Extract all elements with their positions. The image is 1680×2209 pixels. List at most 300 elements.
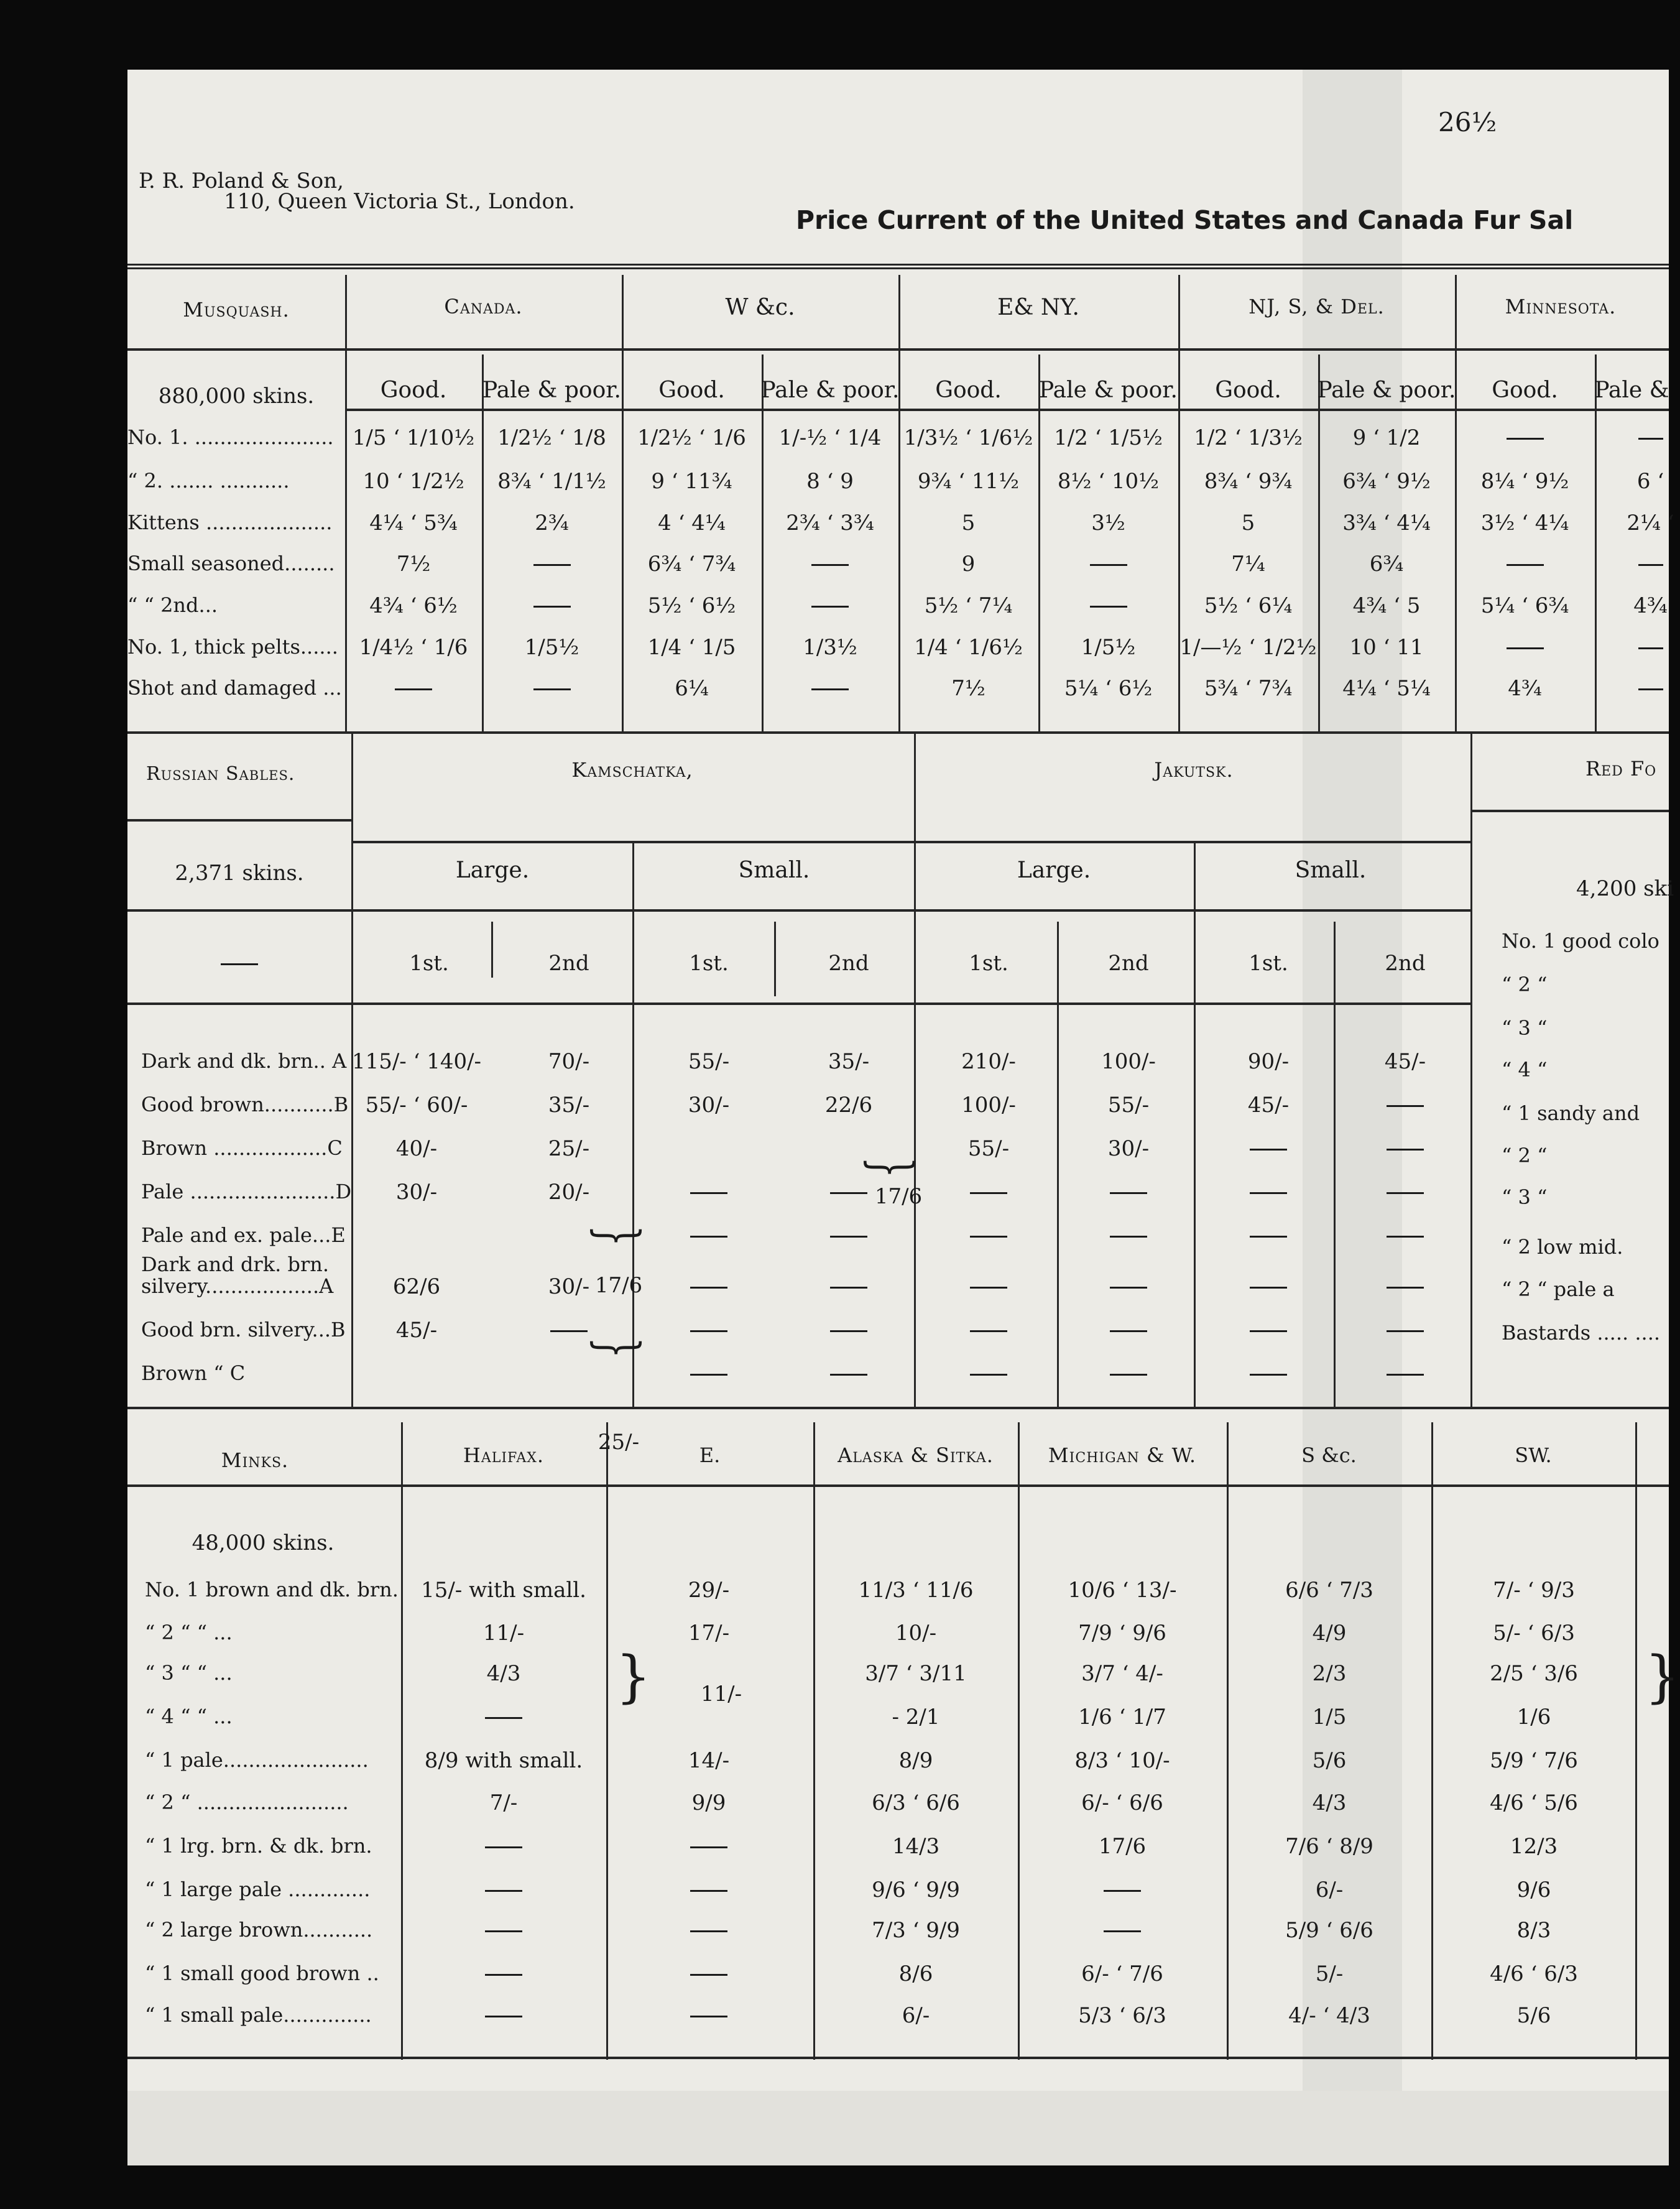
price-cell: 5½ ‘ 7¼ [924, 593, 1013, 618]
row-label: Bastards ..... .... [1502, 1321, 1661, 1345]
dash-mark [485, 2016, 522, 2017]
price-cell: 70/- [548, 1049, 590, 1074]
price-cell: 7½ [396, 552, 431, 577]
dash-mark [690, 1236, 727, 1238]
grade-heading: Pale & poor. [760, 377, 900, 403]
row-label: Pale .......................D [141, 1180, 352, 1203]
price-cell: 6 ‘ [1636, 469, 1664, 494]
price-cell: 22/6 [824, 1093, 873, 1118]
price-cell: 5¼ ‘ 6¾ [1480, 593, 1569, 618]
column-rule [898, 275, 900, 731]
minks-heading: Minks. [221, 1448, 289, 1472]
price-cell: 4/6 ‘ 5/6 [1490, 1790, 1578, 1815]
grade-heading: 2nd [828, 951, 869, 976]
price-cell: 35/- [548, 1093, 590, 1118]
header-rule [127, 819, 351, 822]
grade-heading: 1st. [1248, 951, 1288, 976]
price-cell: 29/- [688, 1578, 730, 1603]
price-cell: 30/- [688, 1093, 730, 1118]
price-cell: 2/5 ‘ 3/6 [1490, 1661, 1578, 1686]
price-cell: 30/- [1107, 1136, 1150, 1161]
dash-mark [1110, 1330, 1147, 1332]
price-cell: 6/- [902, 2003, 930, 2028]
dash-mark [485, 1930, 522, 1932]
row-label: Brown “ C [141, 1361, 246, 1385]
row-label: “ 1 large pale ............. [145, 1878, 371, 1901]
header-rule [401, 1484, 1669, 1487]
price-cell: 7/- [489, 1790, 518, 1815]
price-cell: 14/- [688, 1748, 730, 1773]
price-cell: 4¾ ‘ 6½ [369, 593, 458, 618]
row-label: No. 1, thick pelts...... [127, 635, 338, 659]
price-cell: 1/5 ‘ 1/10½ [352, 425, 475, 450]
size-heading: Small. [1295, 858, 1367, 883]
price-cell: 8/3 ‘ 10/- [1074, 1748, 1170, 1773]
price-cell: 8/9 with small. [424, 1748, 583, 1773]
dash-mark [1250, 1149, 1287, 1151]
price-cell: 55/- [688, 1049, 730, 1074]
grade-heading: Good. [380, 377, 447, 403]
price-cell: 6/- ‘ 6/6 [1081, 1790, 1163, 1815]
row-label: “ 2. ....... ........... [127, 469, 290, 493]
dash-mark [533, 564, 571, 566]
price-cell: 3¾ ‘ 4¼ [1342, 511, 1431, 535]
price-cell: 8¾ ‘ 1/1½ [497, 469, 606, 494]
row-label: “ 1 sandy and [1502, 1101, 1640, 1125]
region-heading: Alaska & Sitka. [838, 1443, 994, 1467]
price-cell: 100/- [1101, 1049, 1156, 1074]
dash-mark [1638, 564, 1663, 566]
brace-silvery-grouping: } [585, 1336, 651, 1359]
price-cell: 20/- [548, 1180, 590, 1205]
price-cell: 5/3 ‘ 6/3 [1078, 2003, 1166, 2028]
region-heading: Halifax. [463, 1443, 545, 1467]
dash-mark [690, 1192, 727, 1194]
row-label: No. 1 brown and dk. brn. [145, 1578, 399, 1601]
price-cell: 14/3 [892, 1834, 940, 1859]
dash-mark [1387, 1236, 1424, 1238]
row-label: “ 2 “ pale a [1502, 1277, 1615, 1301]
price-cell: 1/5½ [524, 635, 579, 660]
header-rule [127, 1484, 401, 1487]
dash-mark [1507, 647, 1544, 649]
price-cell: 5/6 [1516, 2003, 1551, 2028]
dash-mark [1250, 1330, 1287, 1332]
dash-mark [690, 2016, 727, 2017]
price-cell: 6/6 ‘ 7/3 [1285, 1578, 1373, 1603]
price-cell: 5/9 ‘ 7/6 [1490, 1748, 1578, 1773]
price-cell: 4/9 [1312, 1621, 1347, 1646]
dash-mark [221, 963, 258, 965]
row-label: “ 1 small pale.............. [145, 2003, 372, 2027]
price-cell: 3/7 ‘ 3/11 [865, 1661, 967, 1686]
publisher-name: P. R. Poland & Son, [139, 169, 344, 193]
price-cell: 8/6 [898, 1961, 933, 1986]
grade-heading: 1st. [409, 951, 449, 976]
column-rule [774, 922, 776, 996]
price-cell: 11/- [482, 1621, 525, 1646]
price-cell: 9/6 [1516, 1878, 1551, 1902]
row-label: “ 3 “ “ ... [145, 1661, 233, 1685]
region-heading: Jakutsk. [1154, 758, 1234, 782]
row-label: Brown ..................C [141, 1136, 343, 1160]
dash-mark [690, 1890, 727, 1892]
price-cell: 3½ [1091, 511, 1125, 535]
price-cell: 5/6 [1312, 1748, 1347, 1773]
price-cell: 90/- [1247, 1049, 1290, 1074]
dash-mark [1638, 438, 1663, 440]
price-cell: 4 ‘ 4¼ [658, 511, 726, 535]
price-cell: 6¾ ‘ 9½ [1342, 469, 1431, 494]
price-cell: 1/3½ ‘ 1/6½ [903, 425, 1033, 450]
grouped-price: 11/- [700, 1682, 742, 1707]
dash-mark [1090, 606, 1127, 608]
price-cell: 5/9 ‘ 6/6 [1285, 1918, 1373, 1943]
price-cell: 55/- [967, 1136, 1010, 1161]
price-cell: 7/- ‘ 9/3 [1493, 1578, 1575, 1603]
price-cell: 1/2 ‘ 1/5½ [1054, 425, 1163, 450]
price-cell: 7¼ [1231, 552, 1265, 577]
price-cell: 9/6 ‘ 9/9 [872, 1878, 960, 1902]
grade-heading: 2nd [548, 951, 589, 976]
publisher-address: 110, Queen Victoria St., London. [224, 189, 575, 214]
price-cell: 25/- [548, 1136, 590, 1161]
dash-mark [1104, 1930, 1141, 1932]
grade-heading: Pale & poor. [1317, 377, 1456, 403]
column-rule [622, 275, 624, 731]
brace-e-grouping: } [616, 1644, 652, 1710]
region-heading: E& NY. [997, 295, 1079, 320]
dash-mark [690, 1287, 727, 1289]
price-cell: 4/3 [1312, 1790, 1347, 1815]
price-cell: 2/3 [1312, 1661, 1347, 1686]
price-cell: 8/3 [1516, 1918, 1551, 1943]
dash-mark [1387, 1330, 1424, 1332]
column-rule [632, 841, 634, 1407]
dash-mark [970, 1374, 1007, 1376]
price-cell: 5/- [1315, 1961, 1344, 1986]
price-cell: 4/6 ‘ 6/3 [1490, 1961, 1578, 1986]
price-cell: 2¼ ‘ [1627, 511, 1674, 535]
dash-mark [690, 1846, 727, 1848]
dash-mark [830, 1330, 867, 1332]
row-label: “ 3 “ [1502, 1185, 1548, 1209]
bottom-margin [127, 2091, 1669, 2165]
price-cell: 6¾ [1369, 552, 1404, 577]
price-cell: 1/6 ‘ 1/7 [1078, 1705, 1166, 1730]
price-cell: 55/- ‘ 60/- [365, 1093, 468, 1118]
price-cell: 45/- [395, 1318, 438, 1343]
row-label: No. 1 good colo [1502, 929, 1659, 953]
price-cell: 2¾ ‘ 3¾ [786, 511, 874, 535]
region-heading: E. [699, 1443, 721, 1467]
price-cell: 7/3 ‘ 9/9 [872, 1918, 960, 1943]
dash-mark [811, 688, 849, 690]
price-cell: 6/3 ‘ 6/6 [872, 1790, 960, 1815]
price-cell: 9 [961, 552, 976, 577]
price-cell: 5¼ ‘ 6½ [1064, 676, 1153, 701]
dash-mark [550, 1330, 588, 1332]
dash-mark [970, 1287, 1007, 1289]
row-label: silvery..................A [141, 1274, 334, 1298]
header-rule [351, 909, 1470, 912]
price-cell: 45/- [1384, 1049, 1426, 1074]
price-cell: 1/4 ‘ 1/5 [647, 635, 736, 660]
region-heading: Canada. [444, 295, 523, 318]
subheader-rule [345, 409, 1669, 411]
column-rule [1455, 275, 1457, 731]
price-cell: 30/- [548, 1274, 590, 1299]
price-cell: 62/6 [392, 1274, 441, 1299]
price-cell: 8¼ ‘ 9½ [1480, 469, 1569, 494]
price-cell: 4¾ ‘ 5 [1352, 593, 1421, 618]
price-cell: - 2/1 [892, 1705, 940, 1730]
column-rule [491, 922, 493, 978]
header-rule [127, 1003, 1470, 1005]
row-label: Dark and drk. brn. [141, 1253, 330, 1276]
musquash-heading: Musquash. [183, 298, 290, 322]
price-cell: 55/- [1107, 1093, 1150, 1118]
brace-large-grouping: } [585, 1225, 651, 1247]
price-cell: 6/- ‘ 7/6 [1081, 1961, 1163, 1986]
grade-heading: 2nd [1385, 951, 1426, 976]
price-cell: 6¾ ‘ 7¾ [647, 552, 736, 577]
column-rule [1057, 922, 1059, 1407]
page-title: Price Current of the United States and Canada Fur Sal [796, 205, 1574, 235]
dash-mark [811, 564, 849, 566]
dash-mark [1110, 1192, 1147, 1194]
row-label: “ 3 “ [1502, 1016, 1548, 1040]
column-rule [606, 1422, 608, 2060]
header-rule [351, 841, 1470, 843]
price-cell: 3/7 ‘ 4/- [1081, 1661, 1163, 1686]
price-cell: 5½ ‘ 6½ [647, 593, 736, 618]
price-cell: 1/3½ [803, 635, 857, 660]
price-cell: 1/2½ ‘ 1/6 [637, 425, 746, 450]
price-cell: 3½ ‘ 4¼ [1480, 511, 1569, 535]
row-label: Pale and ex. pale...E [141, 1223, 346, 1247]
header-rule [1470, 810, 1669, 812]
dash-mark [970, 1330, 1007, 1332]
skins-count: 880,000 skins. [158, 384, 315, 409]
price-cell: 30/- [395, 1180, 438, 1205]
price-cell: 5/- ‘ 6/3 [1493, 1621, 1575, 1646]
page-number: 26½ [1438, 107, 1497, 137]
grade-heading: Good. [1492, 377, 1558, 403]
price-cell: 100/- [961, 1093, 1016, 1118]
grade-heading: 2nd [1108, 951, 1149, 976]
row-label: “ “ 2nd... [127, 593, 218, 617]
region-heading: Kamschatka, [571, 758, 693, 782]
price-cell: 10/- [895, 1621, 937, 1646]
section-rule [127, 731, 1669, 734]
dash-mark [395, 688, 432, 690]
dash-mark [1387, 1105, 1424, 1107]
row-label: Small seasoned........ [127, 552, 335, 575]
row-label: “ 4 “ “ ... [145, 1705, 233, 1728]
price-cell: 40/- [395, 1136, 438, 1161]
grade-heading: 1st. [969, 951, 1008, 976]
dash-mark [1387, 1374, 1424, 1376]
price-cell: 9/9 [691, 1790, 726, 1815]
price-cell: 8 ‘ 9 [806, 469, 854, 494]
header-rule [127, 348, 1669, 351]
dash-mark [1110, 1287, 1147, 1289]
header-rule [127, 909, 351, 912]
price-cell: 1/5½ [1081, 635, 1136, 660]
grouped-price: 17/6 [594, 1273, 643, 1298]
dash-mark [485, 1717, 522, 1719]
skins-count: 48,000 skins. [192, 1531, 335, 1555]
price-cell: 9¾ ‘ 11½ [917, 469, 1020, 494]
column-rule [1227, 1422, 1229, 2060]
grade-heading: Good. [935, 377, 1002, 403]
price-cell: 1/—½ ‘ 1/2½ [1179, 635, 1317, 660]
row-label: “ 4 “ [1502, 1058, 1548, 1081]
dash-mark [485, 1974, 522, 1976]
price-cell: 17/- [688, 1621, 730, 1646]
dash-mark [485, 1846, 522, 1848]
region-heading: S &c. [1301, 1443, 1357, 1467]
price-cell: 6/- [1315, 1878, 1344, 1902]
price-cell: 7/9 ‘ 9/6 [1078, 1621, 1166, 1646]
dash-mark [533, 688, 571, 690]
grade-heading: 1st. [689, 951, 729, 976]
dash-mark [1387, 1149, 1424, 1151]
grouped-price: 25/- [598, 1430, 640, 1455]
grouped-price: 17/6 [874, 1184, 923, 1209]
skins-count: 2,371 skins. [175, 861, 304, 886]
region-heading: Michigan & W. [1048, 1443, 1197, 1467]
grade-heading: Pale & poor. [482, 377, 621, 403]
dash-mark [1638, 688, 1663, 690]
row-label: “ 2 “ “ ... [145, 1621, 233, 1644]
row-label: “ 2 large brown........... [145, 1918, 373, 1942]
grade-heading: Pale & [1594, 377, 1669, 403]
row-label: “ 2 low mid. [1502, 1235, 1623, 1259]
dash-mark [1110, 1236, 1147, 1238]
grade-heading: Good. [658, 377, 725, 403]
footer-rule [127, 2057, 1669, 2059]
column-rule [1178, 275, 1180, 731]
row-label: “ 2 “ ........................ [145, 1790, 349, 1814]
price-cell: 1/4 ‘ 1/6½ [914, 635, 1023, 660]
skins-count: 4,200 ski [1576, 876, 1674, 901]
price-cell: 8¾ ‘ 9¾ [1204, 469, 1293, 494]
title-rule [127, 264, 1669, 269]
price-cell: 5 [1241, 511, 1255, 535]
row-label: Good brn. silvery...B [141, 1318, 346, 1341]
dash-mark [1250, 1287, 1287, 1289]
column-rule [1194, 841, 1196, 1407]
brace-sw-grouping: } [1645, 1644, 1680, 1710]
dash-mark [690, 1330, 727, 1332]
brace-small-grouping: } [859, 1156, 925, 1179]
dash-mark [1090, 564, 1127, 566]
price-cell: 9 ‘ 1/2 [1352, 425, 1421, 450]
column-rule [345, 275, 347, 731]
dash-mark [1104, 1890, 1141, 1892]
price-cell: 7½ [951, 676, 985, 701]
region-heading: Minnesota. [1505, 295, 1617, 318]
red-fox-heading: Red Fo [1585, 757, 1657, 780]
price-cell: 10 ‘ 11 [1349, 635, 1424, 660]
column-rule [813, 1422, 815, 2060]
dash-mark [1507, 438, 1544, 440]
region-heading: W &c. [725, 295, 795, 320]
dash-mark [1507, 564, 1544, 566]
region-heading: SW. [1515, 1443, 1552, 1467]
column-rule [1470, 734, 1472, 1407]
dash-mark [1250, 1236, 1287, 1238]
dash-mark [830, 1374, 867, 1376]
price-cell: 210/- [961, 1049, 1016, 1074]
price-cell: 4¼ ‘ 5¼ [1342, 676, 1431, 701]
column-rule [1334, 922, 1336, 1407]
grade-heading: Good. [1215, 377, 1281, 403]
price-cell: 17/6 [1098, 1834, 1147, 1859]
dash-mark [485, 1890, 522, 1892]
row-label: “ 1 small good brown .. [145, 1961, 379, 1985]
price-cell: 10 ‘ 1/2½ [362, 469, 464, 494]
dash-mark [830, 1192, 867, 1194]
row-label: Dark and dk. brn.. A [141, 1049, 347, 1073]
dash-mark [1638, 647, 1663, 649]
price-cell: 1/2½ ‘ 1/8 [497, 425, 606, 450]
price-cell: 5 [961, 511, 976, 535]
document-page [127, 70, 1680, 2165]
row-label: Shot and damaged ... [127, 676, 342, 700]
dash-mark [1250, 1192, 1287, 1194]
price-cell: 4¾ [1633, 593, 1668, 618]
dash-mark [690, 1974, 727, 1976]
price-cell: 6¼ [675, 676, 709, 701]
row-label: Kittens .................... [127, 511, 333, 534]
dash-mark [690, 1930, 727, 1932]
column-rule [1431, 1422, 1433, 2060]
price-cell: 5¾ ‘ 7¾ [1204, 676, 1293, 701]
column-rule [401, 1422, 403, 2060]
row-label: “ 2 “ [1502, 973, 1548, 996]
dash-mark [811, 606, 849, 608]
price-cell: 35/- [828, 1049, 870, 1074]
row-label: Good brown...........B [141, 1093, 349, 1116]
price-cell: 4¼ ‘ 5¾ [369, 511, 458, 535]
price-cell: 1/5 [1312, 1705, 1347, 1730]
dash-mark [830, 1287, 867, 1289]
row-label: “ 2 “ [1502, 1144, 1548, 1167]
grade-heading: Pale & poor. [1039, 377, 1178, 403]
price-cell: 10/6 ‘ 13/- [1068, 1578, 1177, 1603]
section-rule [127, 1407, 1669, 1409]
price-cell: 12/3 [1510, 1834, 1558, 1859]
price-cell: 2¾ [535, 511, 569, 535]
dash-mark [1387, 1287, 1424, 1289]
dash-mark [830, 1236, 867, 1238]
price-cell: 1/2 ‘ 1/3½ [1194, 425, 1303, 450]
price-cell: 5½ ‘ 6¼ [1204, 593, 1293, 618]
price-cell: 4/- ‘ 4/3 [1288, 2003, 1370, 2028]
price-cell: 11/3 ‘ 11/6 [858, 1578, 974, 1603]
price-cell: 9 ‘ 11¾ [651, 469, 732, 494]
row-label: No. 1. ...................... [127, 425, 334, 449]
size-heading: Large. [1017, 858, 1091, 883]
price-cell: 7/6 ‘ 8/9 [1285, 1834, 1373, 1859]
price-cell: 1/-½ ‘ 1/4 [778, 425, 882, 450]
price-cell: 115/- ‘ 140/- [351, 1049, 482, 1074]
price-cell: 1/6 [1516, 1705, 1551, 1730]
price-cell: 4/3 [486, 1661, 521, 1686]
